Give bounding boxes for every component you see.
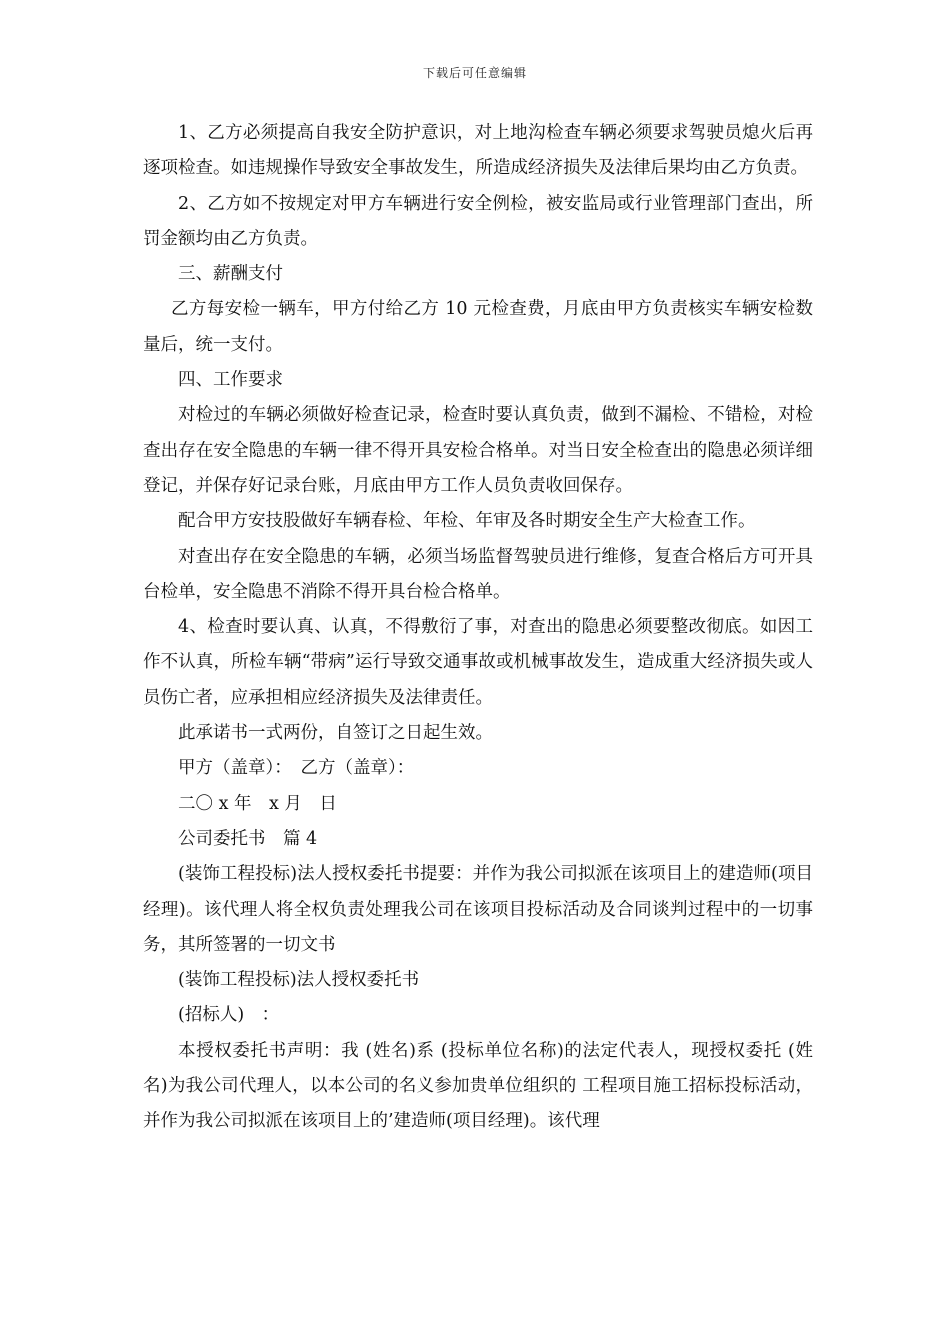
signature-line: 甲方（盖章）： 乙方（盖章）： xyxy=(178,758,415,779)
paragraph: 本授权委托书声明：我 (姓名)系 (投标单位名称)的法定代表人，现授权委托 (姓名)为我公司代理人，以本公司的名义参加贵单位组织的 工程项目施工招标投标活动，并作为我公司拟派在该项目上的’建造师(项目经理)。该代理 xyxy=(143,1040,813,1132)
page-header: 下载后可任意编辑 xyxy=(422,66,527,80)
paragraph: (装饰工程投标)法人授权委托书提要：并作为我公司拟派在该项目上的建造师(项目经理)。该代理人将全权负责处理我公司在该项目投标活动及合同谈判过程中的一切事务，其所签署的一切文书 xyxy=(143,864,813,955)
paragraph: 4、检查时要认真、认真，不得敷衍了事，对查出的隐患必须要整改彻底。如因工作不认真，所检车辆“带病”运行导致交通事故或机械事故发生，造成重大经济损失或人员伤亡者，应承担相应经济损失及法律责任。 xyxy=(143,617,813,708)
paragraph: 2、乙方如不按规定对甲方车辆进行安全例检，被安监局或行业管理部门查出，所罚金额均由乙方负责。 xyxy=(143,193,813,249)
paragraph: 乙方每安检一辆车，甲方付给乙方 10 元检查费，月底由甲方负责核实车辆安检数量后，统一支付。 xyxy=(143,299,813,355)
paragraph: 1、乙方必须提高自我安全防护意识，对上地沟检查车辆必须要求驾驶员熄火后再逐项检查。如违规操作导致安全事故发生，所造成经济损失及法律后果均由乙方负责。 xyxy=(143,123,813,179)
paragraph: 此承诺书一式两份，自签订之日起生效。 xyxy=(178,723,493,744)
section-heading: 三、薪酬支付 xyxy=(178,264,283,285)
section-heading: 四、工作要求 xyxy=(178,370,283,391)
paragraph: 对查出存在安全隐患的车辆，必须当场监督驾驶员进行维修，复查合格后方可开具台检单，安全隐患不消除不得开具台检合格单。 xyxy=(143,546,813,602)
paragraph: 配合甲方安技股做好车辆春检、年检、年审及各时期安全生产大检查工作。 xyxy=(178,511,756,532)
subtitle: (装饰工程投标)法人授权委托书 xyxy=(178,970,420,991)
document-body xyxy=(143,116,813,1140)
paragraph: 对检过的车辆必须做好检查记录，检查时要认真负责，做到不漏检、不错检，对检查出存在安全隐患的车辆一律不得开具安检合格单。对当日安全检查出的隐患必须详细登记，并保存好记录台账，月底由甲方工作人员负责收回保存。 xyxy=(143,405,813,496)
addressee: (招标人) ： xyxy=(178,1005,280,1026)
section-title: 公司委托书 篇 4 xyxy=(178,828,318,849)
date-line: 二〇 x 年 x 月 日 xyxy=(178,793,337,814)
